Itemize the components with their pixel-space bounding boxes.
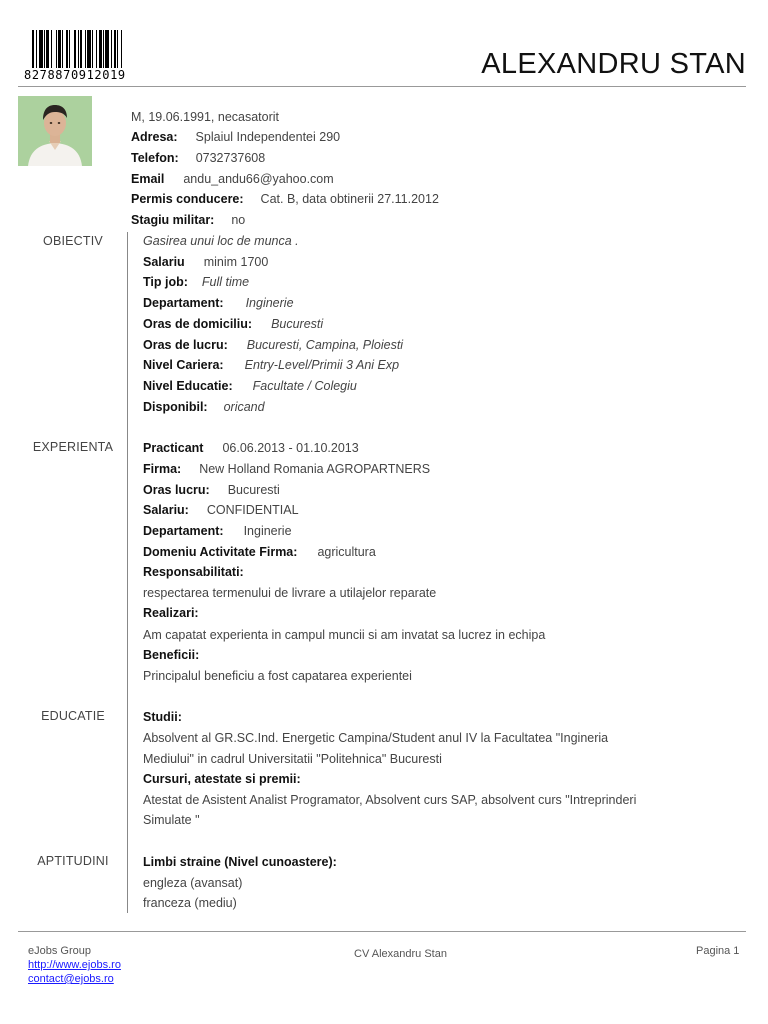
barcode-bar	[99, 30, 101, 68]
candidate-name: ALEXANDRU STAN	[481, 48, 746, 80]
barcode-bar	[44, 30, 45, 68]
address-row	[131, 129, 340, 145]
email-row	[131, 171, 334, 187]
barcode-bar	[114, 30, 116, 68]
barcode-bar	[62, 30, 63, 68]
barcode-bar	[103, 30, 104, 68]
footer-website-link[interactable]: http://www.ejobs.ro	[28, 959, 121, 971]
barcode-bar	[58, 30, 60, 68]
studies-label: Studii:	[143, 710, 182, 724]
footer-contact	[28, 944, 121, 986]
barcode-bars	[32, 30, 152, 68]
barcode-bar	[96, 30, 97, 68]
barcode-bar	[105, 30, 109, 68]
driving-license-row	[131, 191, 439, 207]
courses-text-line-2: Simulate "	[143, 813, 200, 827]
barcode-bar	[56, 30, 57, 68]
objective-row-education-level: Nivel Educatie: Facultate / Colegiu	[143, 379, 357, 393]
section-label-experienta: EXPERIENTA	[32, 440, 114, 454]
barcode-bar	[117, 30, 118, 68]
objective-row-salary: Salariu minim 1700	[143, 255, 269, 269]
barcode-bar	[78, 30, 79, 68]
barcode-bar	[39, 30, 43, 68]
courses-text-line-1: Atestat de Asistent Analist Programator, Absolvent curs SAP, absolvent curs "Intreprinderi	[143, 793, 637, 807]
phone-label: Telefon:	[131, 151, 179, 165]
footer-company: eJobs Group	[28, 945, 91, 957]
military-service-value: no	[231, 213, 246, 227]
experience-row-industry: Domeniu Activitate Firma: agricultura	[143, 545, 376, 559]
objective-row-career-level: Nivel Cariera: Entry-Level/Primii 3 Ani Exp	[143, 358, 400, 372]
barcode-bar	[87, 30, 91, 68]
phone-row	[131, 150, 265, 166]
profile-photo	[18, 96, 92, 166]
objective-row-availability: Disponibil: oricand	[143, 400, 265, 414]
language-item: engleza (avansat)	[143, 876, 243, 890]
barcode-bar	[92, 30, 93, 68]
studies-text-line-2: Mediului" in cadrul Universitatii "Politehnica" Bucuresti	[143, 752, 442, 766]
objective-intro: Gasirea unui loc de munca .	[143, 234, 299, 248]
driving-license-value: Cat. B, data obtinerii 27.11.2012	[260, 192, 439, 206]
driving-license-label: Permis conducere:	[131, 192, 244, 206]
footer-page-number: Pagina 1	[696, 945, 740, 957]
footer-document-title: CV Alexandru Stan	[354, 948, 447, 960]
phone-value: 0732737608	[195, 151, 266, 165]
address-label: Adresa:	[131, 130, 178, 144]
barcode-bar	[69, 30, 70, 68]
barcode-bar	[111, 30, 112, 68]
benefits-label: Beneficii:	[143, 648, 200, 662]
barcode-bar	[36, 30, 37, 68]
courses-label: Cursuri, atestate si premii:	[143, 772, 301, 786]
address-value: Splaiul Independentei 290	[195, 130, 341, 144]
objective-row-job-type: Tip job: Full time	[143, 275, 250, 289]
experience-row-salary: Salariu: CONFIDENTIAL	[143, 503, 299, 517]
barcode-bar	[66, 30, 68, 68]
experience-row-company: Firma: New Holland Romania AGROPARTNERS	[143, 462, 431, 476]
email-value: andu_andu66@yahoo.com	[183, 172, 334, 186]
experience-row-department: Departament: Inginerie	[143, 524, 292, 538]
barcode-bar	[32, 30, 34, 68]
section-label-educatie: EDUCATIE	[41, 709, 105, 723]
military-service-row	[131, 212, 245, 228]
objective-row-work-city: Oras de lucru: Bucuresti, Campina, Ploiesti	[143, 338, 404, 352]
personal-summary: M, 19.06.1991, necasatorit	[131, 110, 280, 124]
barcode-bar	[74, 30, 76, 68]
barcode-bar	[85, 30, 86, 68]
barcode-bar	[51, 30, 52, 68]
footer-email-link[interactable]: contact@ejobs.ro	[28, 973, 114, 985]
experience-row-position: Practicant 06.06.2013 - 01.10.2013	[143, 441, 359, 455]
languages-label: Limbi straine (Nivel cunoastere):	[143, 855, 337, 869]
section-label-objectiv: OBIECTIV	[43, 234, 103, 248]
section-separator-line	[127, 232, 128, 913]
achievements-text: Am capatat experienta in campul muncii si am invatat sa lucrez in echipa	[143, 628, 546, 642]
studies-text-line-1: Absolvent al GR.SC.Ind. Energetic Campina/Student anul IV la Facultatea "Ingineria	[143, 731, 609, 745]
barcode-bar	[80, 30, 82, 68]
barcode-number: 8278870912019	[24, 68, 126, 82]
achievements-label: Realizari:	[143, 606, 199, 620]
header-divider	[18, 86, 746, 87]
barcode-bar	[121, 30, 122, 68]
objective-row-department: Departament: Inginerie	[143, 296, 294, 310]
section-label-aptitudini: APTITUDINI	[37, 854, 109, 868]
language-item: franceza (mediu)	[143, 896, 237, 910]
experience-row-city: Oras lucru: Bucuresti	[143, 483, 280, 497]
barcode	[24, 30, 160, 82]
email-label: Email	[131, 172, 165, 186]
benefits-text: Principalul beneficiu a fost capatarea experientei	[143, 669, 412, 683]
military-service-label: Stagiu militar:	[131, 213, 215, 227]
responsibilities-label: Responsabilitati:	[143, 565, 244, 579]
responsibilities-text: respectarea termenului de livrare a utilajelor reparate	[143, 586, 437, 600]
footer-divider	[18, 931, 746, 932]
objective-row-home-city: Oras de domiciliu: Bucuresti	[143, 317, 324, 331]
barcode-bar	[46, 30, 48, 68]
